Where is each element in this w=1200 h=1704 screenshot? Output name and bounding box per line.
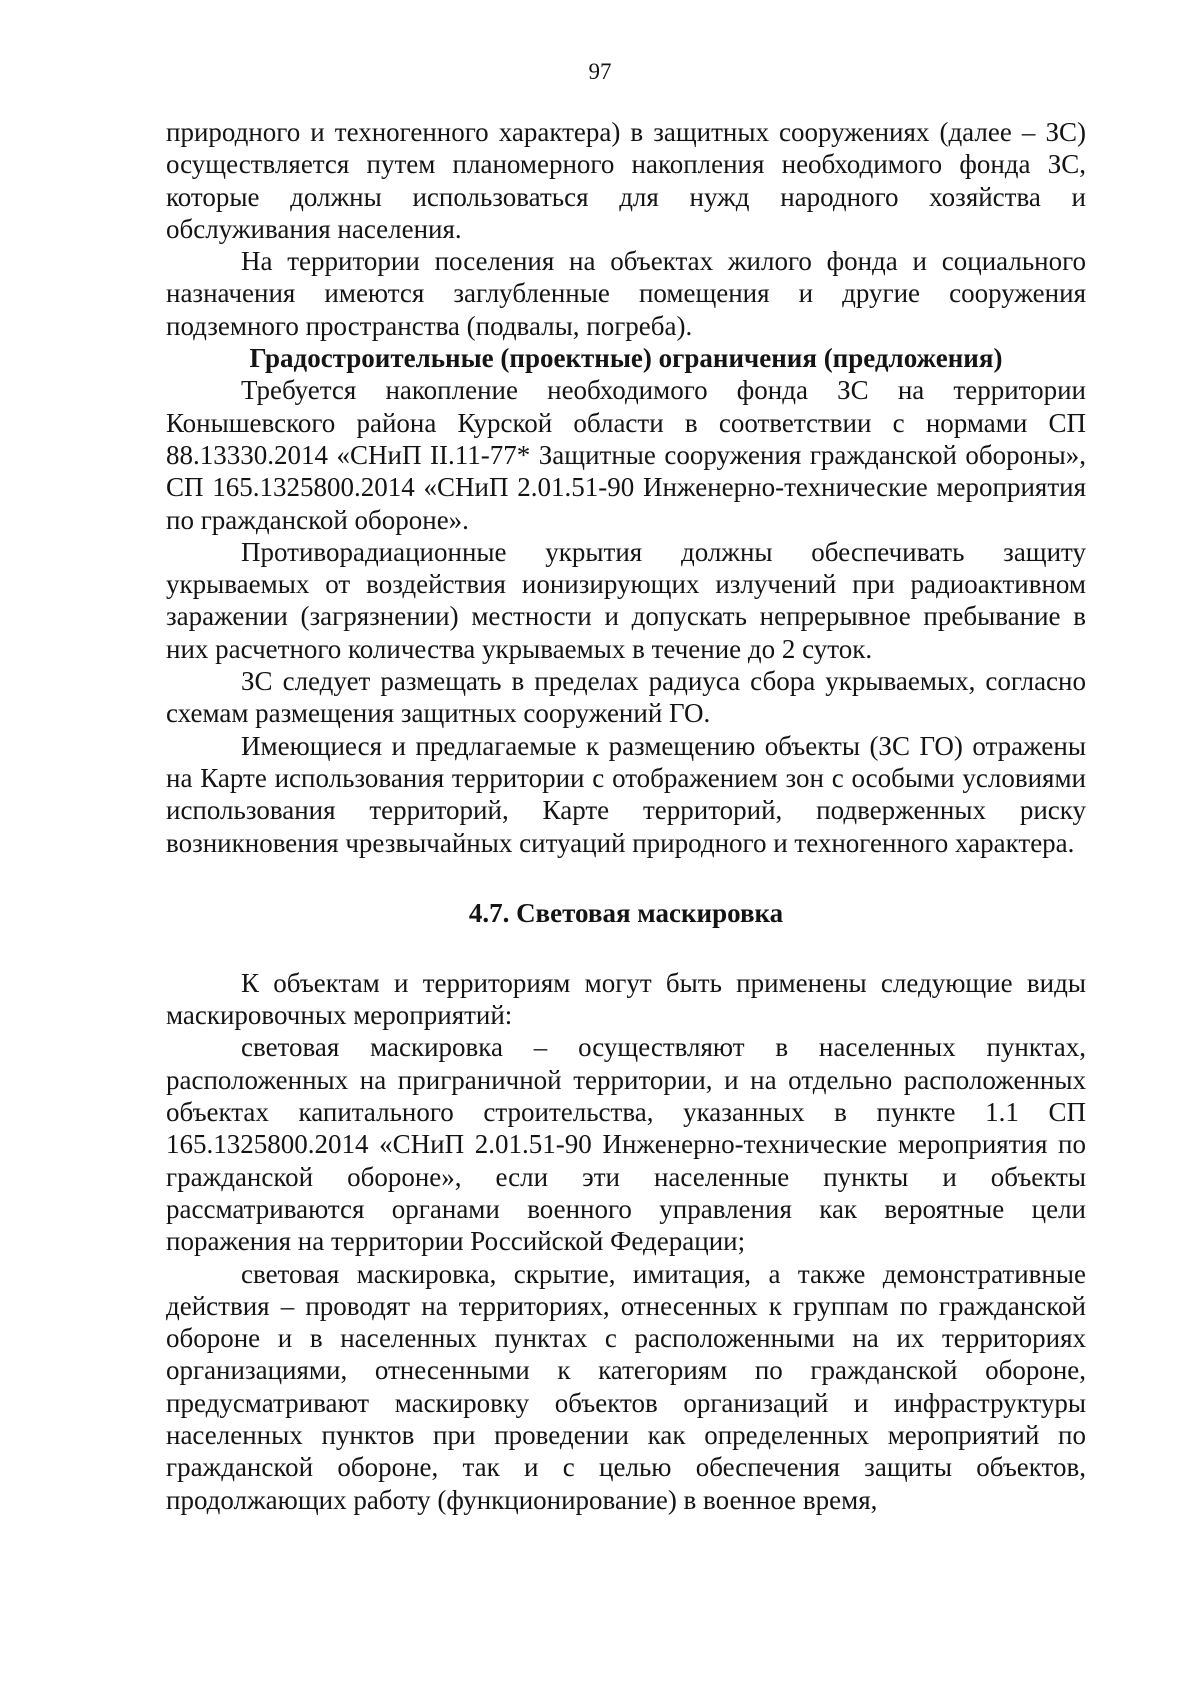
document-body: [166, 116, 1086, 1516]
paragraph: ЗС следует размещать в пределах радиуса сбора укрываемых, согласно схемам размещения защитных сооружений ГО.: [166, 666, 1086, 729]
list-item: световая маскировка, скрытие, имитация, а также демонстративные действия – проводят на территориях, отнесенных к группам по гражданской обороне и в населенных пунктах с расположенными на их территориях организациями, отнесенными к категориям по гражданской обороне, предусматривают маскировку объектов организаций и инфраструктуры населенных пунктов при проведении как определенных мероприятий по гражданской обороне, так и с целью обеспечения защиты объектов, продолжающих работу (функционирование) в военное время,: [166, 1258, 1086, 1515]
paragraph: Противорадиационные укрытия должны обеспечивать защиту укрываемых от воздействия ионизирующих излучений при радиоактивном заражении (загрязнении) местности и допускать непрерывное пребывание в них расчетного количества укрываемых в течение до 2 суток.: [166, 536, 1086, 664]
subheading: Градостроительные (проектные) ограничения (предложения): [249, 343, 1003, 374]
list-item: световая маскировка – осуществляют в населенных пунктах, расположенных на приграничной территории, и на отдельно расположенных объектах капитального строительства, указанных в пункте 1.1 СП 165.1325800.2014 «СНиП 2.01.51-90 Инженерно-технические мероприятия по гражданской обороне», если эти населенные пункты и объекты рассматриваются органами военного управления как вероятные цели поражения на территории Российской Федерации;: [166, 1032, 1086, 1257]
page-number: 97: [588, 59, 612, 84]
paragraph: На территории поселения на объектах жилого фонда и социального назначения имеются заглубленные помещения и другие сооружения подземного пространства (подвалы, погреба).: [166, 246, 1086, 341]
paragraph: К объектам и территориям могут быть применены следующие виды маскировочных мероприятий:: [166, 967, 1086, 1031]
paragraph: природного и техногенного характера) в защитных сооружениях (далее – ЗС) осуществляется путем планомерного накопления необходимого фонда ЗС, которые должны использоваться для нужд народного хозяйства и обслуживания населения.: [166, 117, 1086, 244]
paragraph: Имеющиеся и предлагаемые к размещению объекты (ЗС ГО) отражены на Карте использования территории с отображением зон с особыми условиями использования территорий, Карте территорий, подверженных риску возникновения чрезвычайных ситуаций природного и техногенного характера.: [166, 730, 1086, 858]
section-heading: 4.7. Световая маскировка: [468, 897, 784, 928]
paragraph: Требуется накопление необходимого фонда ЗС на территории Конышевского района Курской области в соответствии с нормами СП 88.13330.2014 «СНиП II.11-77* Защитные сооружения гражданской обороны», СП 165.1325800.2014 «СНиП 2.01.51-90 Инженерно-технические мероприятия по гражданской обороне».: [166, 375, 1086, 535]
